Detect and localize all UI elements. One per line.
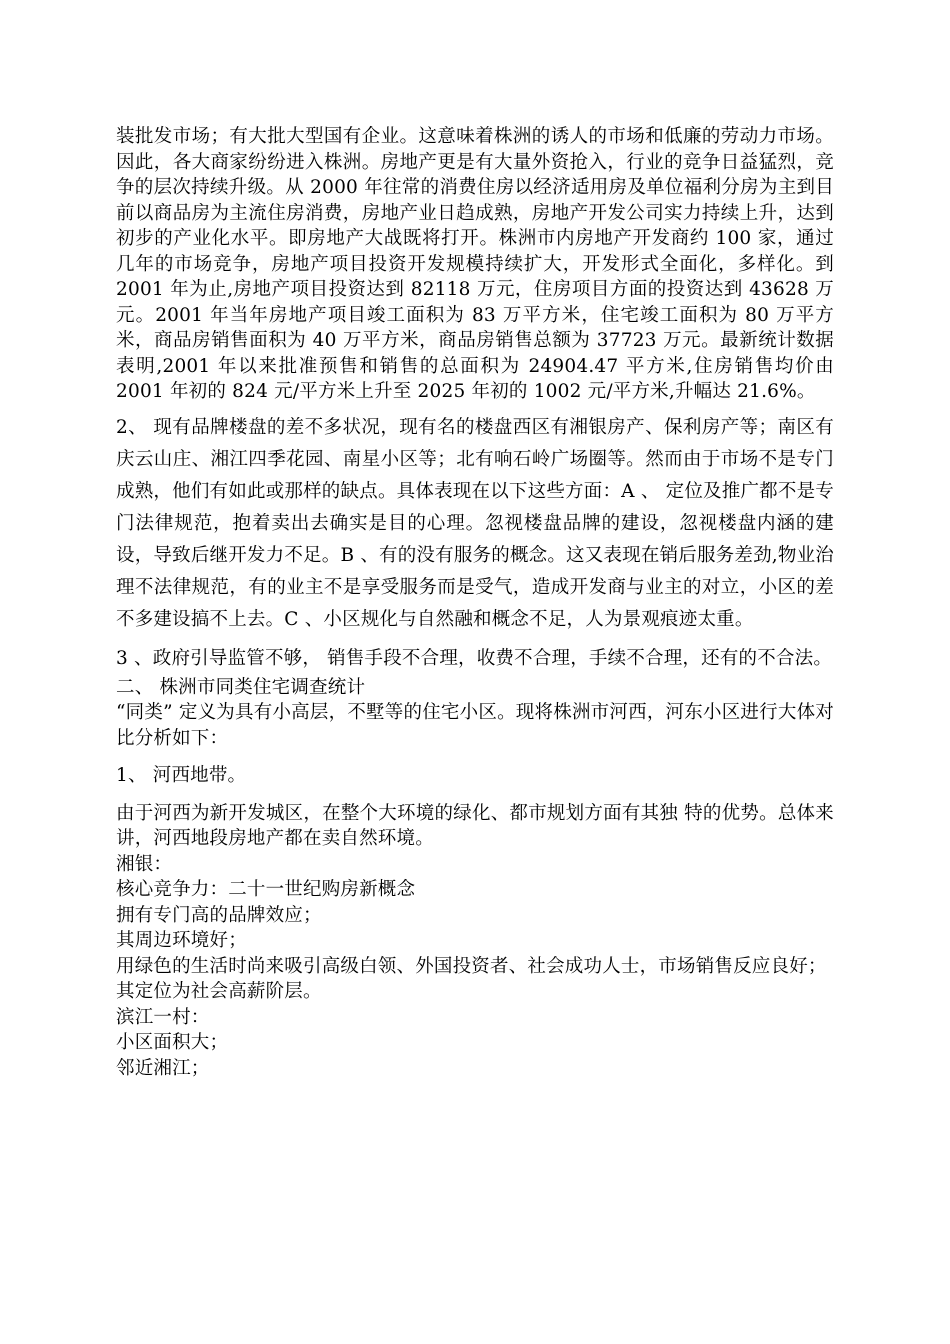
section-heading-survey: 二、 株洲市同类住宅调查统计: [116, 676, 366, 698]
document-body: [116, 124, 834, 1081]
list-item: 其周边环境好；: [116, 930, 247, 951]
project-name-xiangyin: 湘银：: [116, 853, 173, 875]
government-regulation-paragraph: 3 、政府引导监管不够， 销售手段不合理，收费不合理，手续不合理，还有的不合法。: [116, 647, 833, 669]
list-item: 用绿色的生活时尚来吸引高级白领、外国投资者、社会成功人士，市场销售反应良好；: [116, 955, 827, 977]
subsection-heading-hexi: 1、 河西地带。: [116, 765, 247, 786]
list-item: 核心竞争力：二十一世纪购房新概念: [116, 879, 416, 900]
list-item: 邻近湘江；: [116, 1057, 210, 1079]
list-item: 小区面积大；: [116, 1032, 229, 1053]
market-overview-paragraph: 装批发市场；有大批大型国有企业。这意味着株洲的诱人的市场和低廉的劳动力市场。因此，各大商家纷纷进入株洲。房地产更是有大量外资抢入，行业的竞争日益猛烈，竞争的层次持续升级。从 2000 年往常的消费住房以经济适用房及单位福利分房为主到目前以商品房为主流住房消费，房地产业日趋成熟，房地产开发公司实力持续上升，达到初步的产业化水平。即房地产大战既将打开。株洲市内房地产开发商约 100 家，通过几年的市场竞争，房地产项目投资开发规模持续扩大，开发形式全面化，多样化。到 2001 年为止,房地产项目投资达到 82118 万元，住房项目方面的投资达到 43628 万元。2001 年当年房地产项目竣工面积为 83 万平方米，住宅竣工面积为 80 万平方米，商品房销售面积为 40 万平方米，商品房销售总额为 37723 万元。最新统计数据表明,2001 年以来批准预售和销售的总面积为 24904.47 平方米,住房销售均价由 2001 年初的 824 元/平方米上升至 2025 年初的 1002 元/平方米,升幅达 21.6%。: [116, 126, 834, 402]
list-item: 拥有专门高的品牌效应；: [116, 904, 322, 926]
list-item: 其定位为社会高薪阶层。: [116, 981, 322, 1002]
brand-projects-paragraph: 2、 现有品牌楼盘的差不多状况，现有名的楼盘西区有湘银房产、保利房产等；南区有庆云山庄、湘江四季花园、南星小区等；北有响石岭广场圈等。然而由于市场不是专门成熟，他们有如此或那样的缺点。具体表现在以下这些方面：A 、 定位及推广都不是专门法律规范，抱着卖出去确实是目的心理。忽视楼盘品牌的建设，忽视楼盘内涵的建设，导致后继开发力不足。B 、有的没有服务的概念。这又表现在销后服务差劲,物业治理不法律规范，有的业主不是享受服务而是受气，造成开发商与业主的对立，小区的差不多建设搞不上去。C 、小区规化与自然融和概念不足，人为景观痕迹太重。: [116, 416, 834, 630]
hexi-overview-paragraph: 由于河西为新开发城区，在整个大环境的绿化、都市规划方面有其独 特的优势。总体来讲，河西地段房地产都在卖自然环境。: [116, 802, 834, 849]
same-type-definition-paragraph: “同类” 定义为具有小高层，不墅等的住宅小区。现将株洲市河西，河东小区进行大体对比分析如下：: [116, 702, 834, 749]
project-name-binjiang: 滨江一村：: [116, 1006, 210, 1028]
